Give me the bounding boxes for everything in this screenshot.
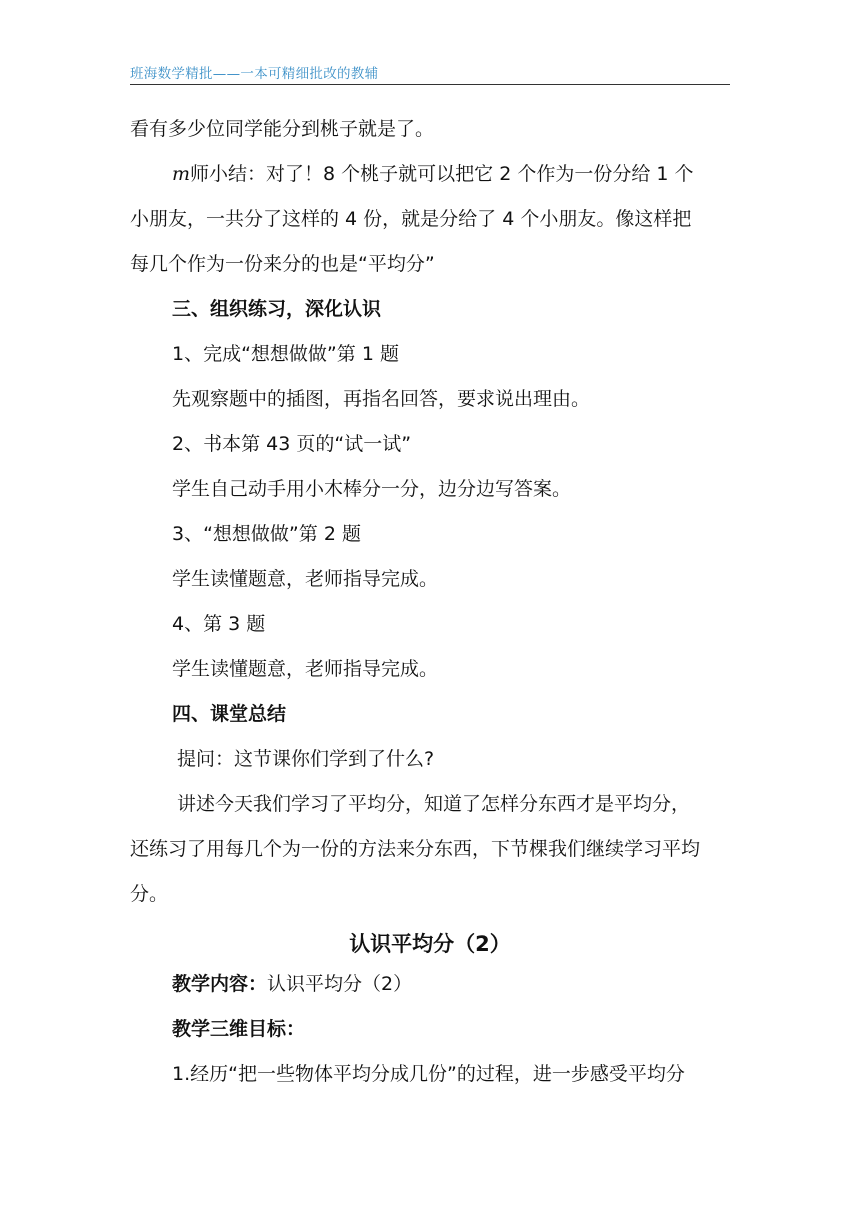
summary-question: 提问：这节课你们学到了什么? bbox=[177, 748, 435, 770]
teacher-summary-line-2: 小朋友，一共分了这样的 4 份，就是分给了 4 个小朋友。像这样把 bbox=[130, 208, 692, 230]
teacher-summary-text: 师小结：对了！8 个桃子就可以把它 2 个作为一份分给 1 个 bbox=[190, 163, 694, 185]
section-heading-summary: 四、课堂总结 bbox=[172, 703, 287, 725]
objective-1: 1.经历“把一些物体平均分成几份”的过程，进一步感受平均分 bbox=[172, 1063, 685, 1085]
exercise-item-2-desc: 学生自己动手用小木棒分一分，边分边写答案。 bbox=[172, 478, 572, 500]
summary-text-line-2: 还练习了用每几个为一份的方法来分东西，下节棵我们继续学习平均 bbox=[130, 838, 701, 860]
exercise-item-3: 3、“想想做做”第 2 题 bbox=[172, 523, 361, 545]
exercise-item-3-desc: 学生读懂题意，老师指导完成。 bbox=[172, 568, 439, 590]
lesson-title: 认识平均分（2） bbox=[349, 932, 511, 956]
paragraph-line: 看有多少位同学能分到桃子就是了。 bbox=[130, 118, 435, 140]
summary-text-line-3: 分。 bbox=[130, 883, 169, 905]
page-header bbox=[130, 62, 730, 85]
exercise-item-4: 4、第 3 题 bbox=[172, 613, 266, 635]
section-heading-practice: 三、组织练习，深化认识 bbox=[172, 298, 382, 320]
exercise-item-1: 1、完成“想想做做”第 1 题 bbox=[172, 343, 399, 365]
teaching-content-value: 认识平均分（2） bbox=[267, 973, 413, 995]
teaching-content-line bbox=[172, 972, 412, 996]
exercise-item-1-desc: 先观察题中的插图，再指名回答，要求说出理由。 bbox=[172, 388, 591, 410]
teaching-content-label: 教学内容： bbox=[172, 973, 268, 995]
header-title: 班海数学精批——一本可精细批改的教辅 bbox=[130, 66, 379, 82]
exercise-item-2: 2、书本第 43 页的“试一试” bbox=[172, 433, 412, 455]
summary-text-line-1: 讲述今天我们学习了平均分，知道了怎样分东西才是平均分， bbox=[177, 793, 691, 815]
teacher-prefix: m bbox=[172, 163, 191, 185]
teacher-summary-line-3: 每几个作为一份来分的也是“平均分” bbox=[130, 253, 435, 275]
teaching-objectives-label: 教学三维目标： bbox=[172, 1018, 306, 1040]
exercise-item-4-desc: 学生读懂题意，老师指导完成。 bbox=[172, 658, 439, 680]
teacher-summary-line-1 bbox=[172, 162, 694, 186]
